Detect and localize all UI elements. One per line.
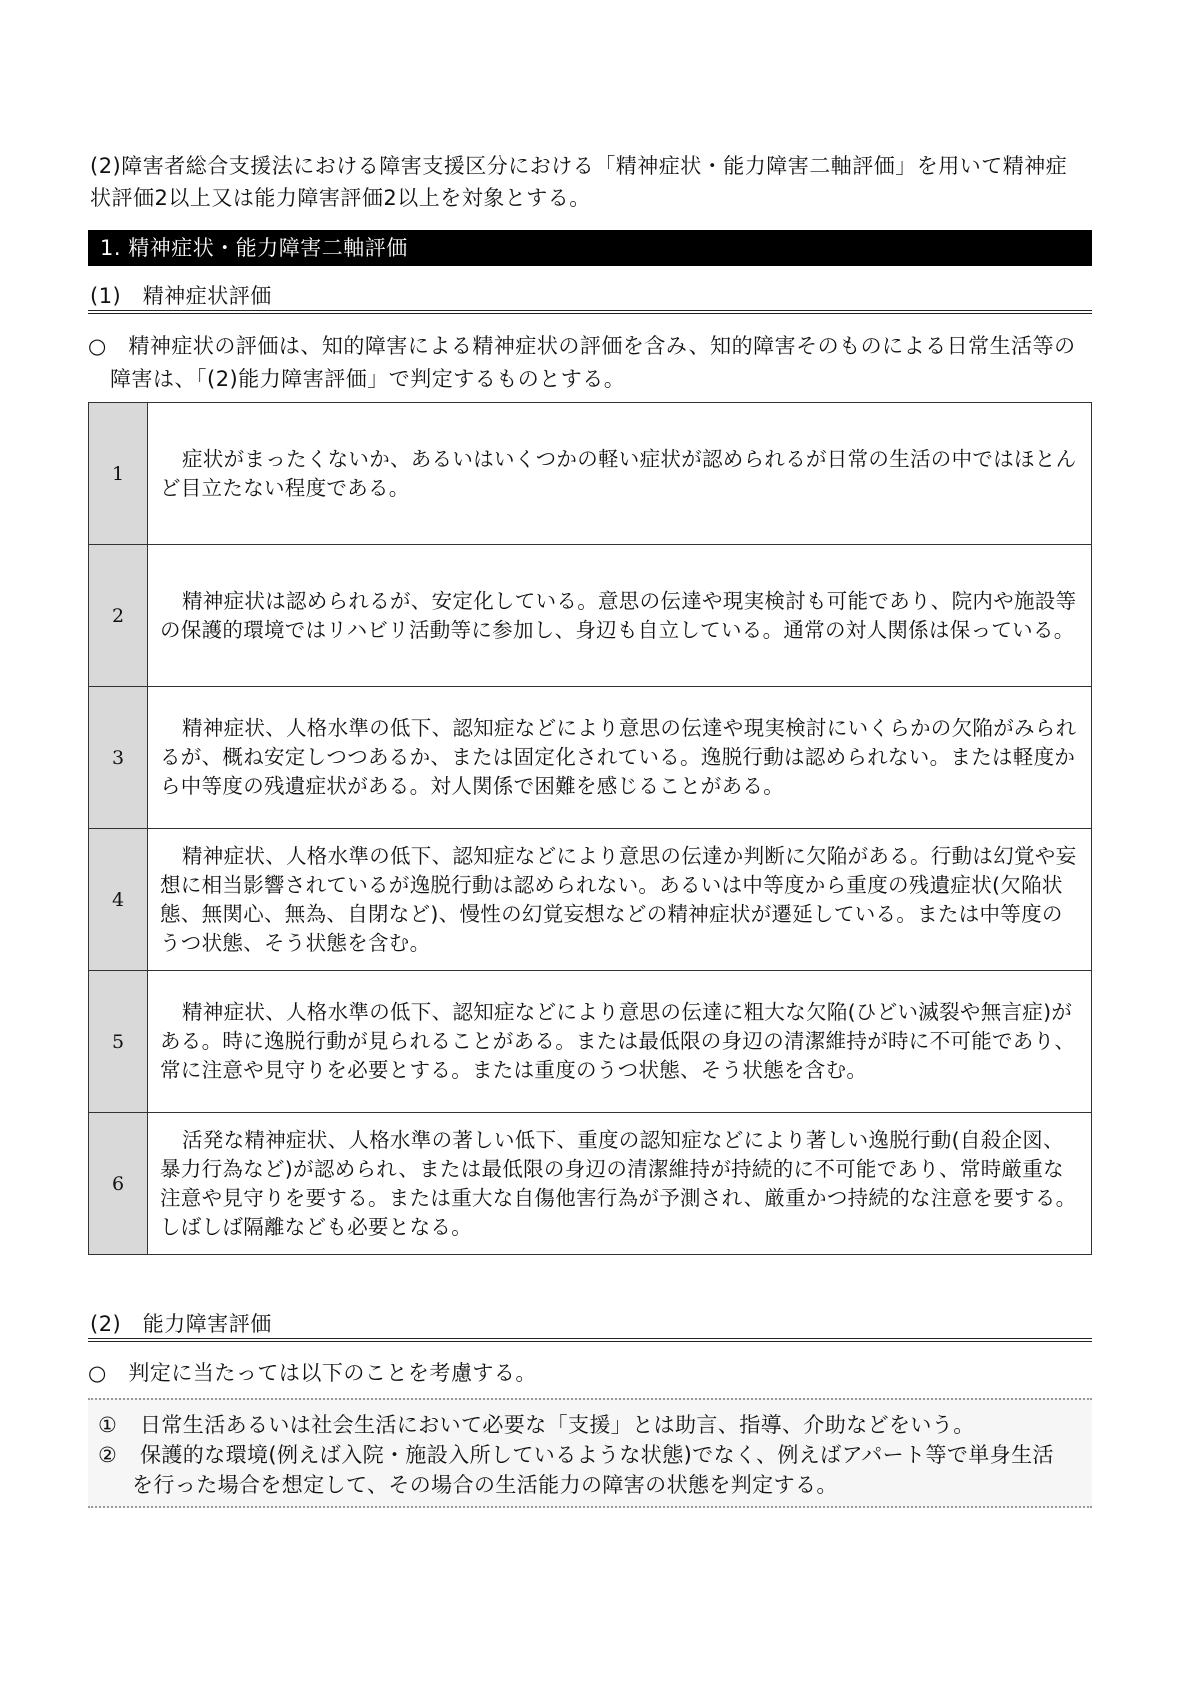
level-number: 5 bbox=[89, 971, 148, 1113]
note-text-continuation: を行った場合を想定して、その場合の生活能力の障害の状態を判定する。 bbox=[132, 1473, 838, 1497]
intro-line-2: 状評価2以上又は能力障害評価2以上を対象とする。 bbox=[90, 186, 591, 210]
intro-paragraph bbox=[90, 150, 1090, 214]
note-text: 保護的な環境(例えば入院・施設入所しているような状態)でなく、例えばアパート等で単身生活 bbox=[140, 1443, 1054, 1467]
level-description: 症状がまったくないか、あるいはいくつかの軽い症状が認められるが日常の生活の中ではほとんど目立たない程度である。 bbox=[148, 403, 1092, 545]
psychiatric-bullet-line-1: ○ 精神症状の評価は、知的障害による精神症状の評価を含み、知的障害そのものによる日常生活等の bbox=[88, 334, 1076, 358]
psychiatric-levels-table bbox=[88, 402, 1092, 1255]
level-number: 6 bbox=[89, 1113, 148, 1255]
section-heading: 1. 精神症状・能力障害二軸評価 bbox=[88, 230, 1092, 266]
level-description: 活発な精神症状、人格水準の著しい低下、重度の認知症などにより著しい逸脱行動(自殺企図、暴力行為など)が認められ、または最低限の身辺の清潔維持が持続的に不可能であり、常時厳重な注意や見守りを要する。または重大な自傷他害行為が予測され、厳重かつ持続的な注意を要する。しばしば隔離なども必要となる。 bbox=[148, 1113, 1092, 1255]
table-row bbox=[89, 971, 1092, 1113]
level-description: 精神症状、人格水準の低下、認知症などにより意思の伝達か判断に欠陥がある。行動は幻覚や妄想に相当影響されているが逸脱行動は認められない。あるいは中等度から重度の残遺症状(欠陥状態、無関心、無為、自閉など)、慢性の幻覚妄想などの精神症状が遷延している。または中等度のうつ状態、そう状態を含む。 bbox=[148, 829, 1092, 971]
note-item bbox=[98, 1440, 1084, 1470]
psychiatric-bullet-line-2: 障害は、「(2)能力障害評価」で判定するものとする。 bbox=[110, 367, 626, 391]
note-text: 日常生活あるいは社会生活において必要な「支援」とは助言、指導、介助などをいう。 bbox=[140, 1413, 975, 1437]
subsection-heading-disability: (2) 能力障害評価 bbox=[88, 1310, 1092, 1342]
table-row bbox=[89, 687, 1092, 829]
level-number: 4 bbox=[89, 829, 148, 971]
table-row bbox=[89, 545, 1092, 687]
table-row bbox=[89, 829, 1092, 971]
level-number: 3 bbox=[89, 687, 148, 829]
level-number: 2 bbox=[89, 545, 148, 687]
level-description: 精神症状、人格水準の低下、認知症などにより意思の伝達や現実検討にいくらかの欠陥がみられるが、概ね安定しつつあるか、または固定化されている。逸脱行動は認められない。または軽度から中等度の残遺症状がある。対人関係で困難を感じることがある。 bbox=[148, 687, 1092, 829]
disability-bullet: ○ 判定に当たっては以下のことを考慮する。 bbox=[88, 1361, 537, 1385]
table-row bbox=[89, 1113, 1092, 1255]
table-row bbox=[89, 403, 1092, 545]
subsection-heading-psychiatric: (1) 精神症状評価 bbox=[88, 282, 1092, 314]
considerations-box bbox=[88, 1398, 1092, 1508]
note-marker: ① bbox=[98, 1413, 118, 1437]
level-number: 1 bbox=[89, 403, 148, 545]
note-marker: ② bbox=[98, 1443, 118, 1467]
level-description: 精神症状、人格水準の低下、認知症などにより意思の伝達に粗大な欠陥(ひどい滅裂や無言症)がある。時に逸脱行動が見られることがある。または最低限の身辺の清潔維持が時に不可能であり、常に注意や見守りを必要とする。または重度のうつ状態、そう状態を含む。 bbox=[148, 971, 1092, 1113]
psychiatric-bullet-paragraph bbox=[88, 330, 1092, 396]
note-item bbox=[98, 1410, 1084, 1440]
intro-line-1: (2)障害者総合支援法における障害支援区分における「精神症状・能力障害二軸評価」を用いて精神症 bbox=[90, 154, 1068, 178]
level-description: 精神症状は認められるが、安定化している。意思の伝達や現実検討も可能であり、院内や施設等の保護的環境ではリハビリ活動等に参加し、身辺も自立している。通常の対人関係は保っている。 bbox=[148, 545, 1092, 687]
